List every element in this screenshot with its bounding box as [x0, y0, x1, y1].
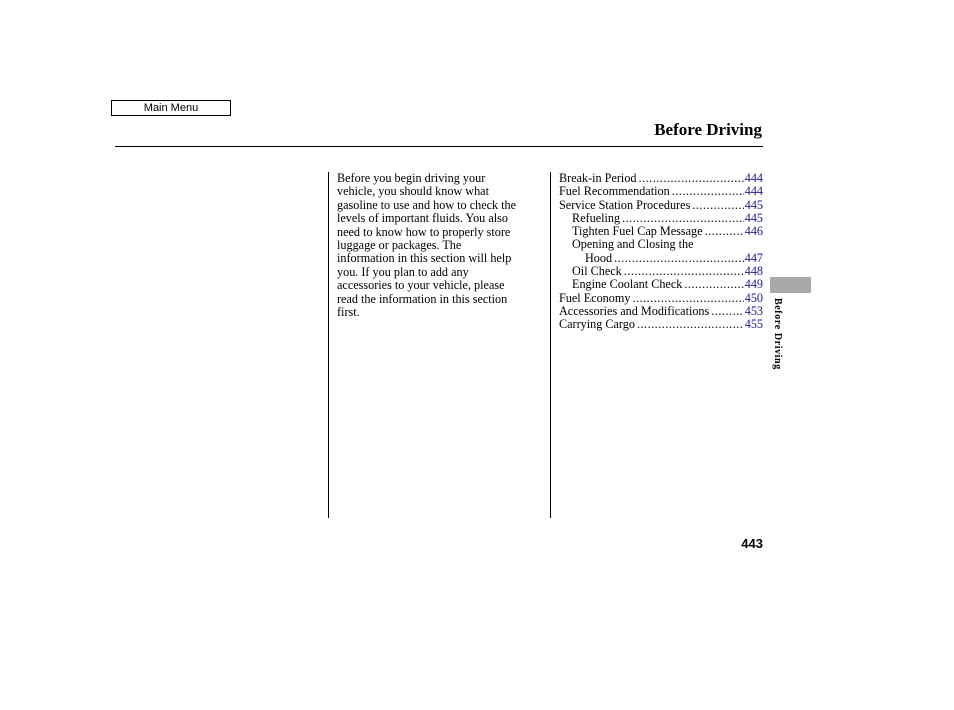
intro-line: information in this section will help	[337, 251, 512, 266]
section-side-label: Before Driving	[772, 298, 783, 370]
toc-item-fuel-economy[interactable]	[559, 292, 763, 305]
toc-leader-dots	[711, 305, 743, 318]
toc-leader-dots	[614, 252, 744, 265]
toc-leader-dots	[624, 265, 744, 278]
section-tab-marker	[770, 277, 811, 293]
toc-leader-dots	[637, 318, 744, 331]
toc-item-label: Tighten Fuel Cap Message	[572, 224, 703, 239]
toc-item-hood[interactable]	[559, 252, 763, 265]
toc-item-label: Engine Coolant Check	[572, 277, 683, 292]
intro-line: accessories to your vehicle, please	[337, 278, 505, 293]
toc-item-label: Fuel Economy	[559, 290, 631, 305]
toc-page-link[interactable]: 453	[744, 303, 763, 318]
toc-item-carrying-cargo[interactable]	[559, 318, 763, 331]
intro-paragraph	[337, 172, 542, 319]
toc-item-oil-check[interactable]	[559, 265, 763, 278]
toc-item-label: Oil Check	[572, 264, 622, 279]
toc-page-link[interactable]: 445	[744, 197, 763, 212]
toc-item-label: Refueling	[572, 210, 621, 225]
toc-item-label: Hood	[585, 250, 613, 265]
toc-item-service-station-procedures[interactable]	[559, 199, 763, 212]
toc-item-tighten-fuel-cap-message[interactable]	[559, 225, 763, 238]
toc-leader-dots	[692, 199, 743, 212]
toc-leader-dots	[705, 225, 744, 238]
toc-item-engine-coolant-check[interactable]	[559, 278, 763, 291]
header-divider	[115, 146, 763, 147]
toc-page-link[interactable]: 448	[744, 264, 763, 279]
toc-leader-dots	[632, 292, 743, 305]
toc-item-break-in-period[interactable]	[559, 172, 763, 185]
toc-item-fuel-recommendation[interactable]	[559, 185, 763, 198]
main-menu-button[interactable]: Main Menu	[111, 100, 231, 116]
toc-page-link[interactable]: 449	[744, 277, 763, 292]
intro-line: first.	[337, 305, 360, 320]
toc-item-refueling[interactable]	[559, 212, 763, 225]
toc-page-link[interactable]: 445	[744, 210, 763, 225]
intro-line: gasoline to use and how to check the	[337, 197, 517, 212]
toc-page-link[interactable]: 447	[744, 250, 763, 265]
table-of-contents	[559, 172, 763, 332]
intro-line: read the information in this section	[337, 291, 508, 306]
toc-page-link[interactable]: 444	[744, 184, 763, 199]
intro-line: Before you begin driving your	[337, 171, 486, 185]
intro-line: need to know how to properly store	[337, 224, 511, 239]
toc-leader-dots	[622, 212, 744, 225]
toc-item-label: Accessories and Modifications	[559, 303, 710, 318]
toc-item-label: Opening and Closing the	[572, 237, 694, 252]
toc-leader-dots	[672, 185, 744, 198]
right-column-divider	[550, 172, 551, 518]
toc-page-link[interactable]: 455	[744, 317, 763, 332]
toc-item-opening-and-closing[interactable]	[559, 238, 763, 251]
intro-line: luggage or packages. The	[337, 238, 462, 253]
toc-item-label: Fuel Recommendation	[559, 184, 670, 199]
intro-line: levels of important fluids. You also	[337, 211, 508, 226]
toc-leader-dots	[684, 278, 743, 291]
left-column-divider	[328, 172, 329, 518]
page-title: Before Driving	[654, 120, 762, 139]
toc-item-label: Break-in Period	[559, 171, 637, 185]
page-number: 443	[741, 536, 763, 551]
toc-item-accessories-and-modifications[interactable]	[559, 305, 763, 318]
toc-leader-dots	[639, 172, 744, 185]
intro-line: vehicle, you should know what	[337, 184, 489, 199]
toc-page-link[interactable]: 446	[744, 224, 763, 239]
toc-item-label: Service Station Procedures	[559, 197, 691, 212]
toc-item-label: Carrying Cargo	[559, 317, 635, 332]
toc-page-link[interactable]: 450	[744, 290, 763, 305]
toc-page-link[interactable]: 444	[744, 171, 763, 185]
intro-line: you. If you plan to add any	[337, 264, 469, 279]
